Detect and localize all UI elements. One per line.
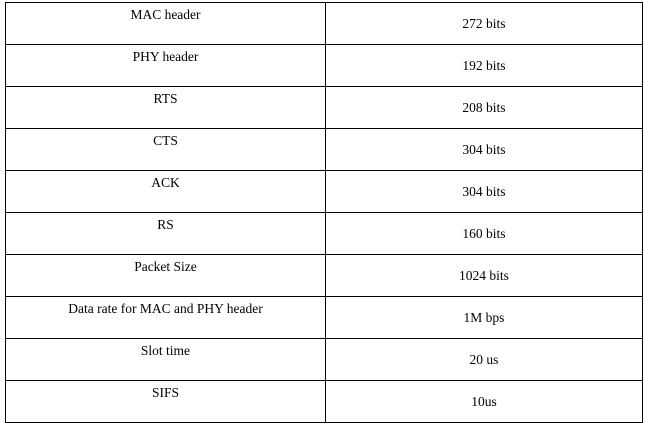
parameter-cell: Data rate for MAC and PHY header <box>6 297 326 339</box>
table-row <box>6 3 643 45</box>
parameter-cell: Slot time <box>6 339 326 381</box>
table-row <box>6 297 643 339</box>
table-row <box>6 87 643 129</box>
value-cell: 208 bits <box>326 87 643 129</box>
table-row <box>6 129 643 171</box>
parameter-cell: Packet Size <box>6 255 326 297</box>
value-cell: 1M bps <box>326 297 643 339</box>
parameter-cell: RTS <box>6 87 326 129</box>
table-row <box>6 339 643 381</box>
parameter-cell: MAC header <box>6 3 326 45</box>
parameter-cell: SIFS <box>6 381 326 423</box>
value-cell: 10us <box>326 381 643 423</box>
parameter-cell: PHY header <box>6 45 326 87</box>
value-cell: 1024 bits <box>326 255 643 297</box>
parameters-table <box>5 2 643 423</box>
parameter-cell: ACK <box>6 171 326 213</box>
value-cell: 160 bits <box>326 213 643 255</box>
parameter-cell: CTS <box>6 129 326 171</box>
table-row <box>6 255 643 297</box>
table-row <box>6 45 643 87</box>
value-cell: 304 bits <box>326 171 643 213</box>
parameter-cell: RS <box>6 213 326 255</box>
table-row <box>6 381 643 423</box>
value-cell: 304 bits <box>326 129 643 171</box>
table-row <box>6 213 643 255</box>
table-row <box>6 171 643 213</box>
value-cell: 272 bits <box>326 3 643 45</box>
value-cell: 20 us <box>326 339 643 381</box>
value-cell: 192 bits <box>326 45 643 87</box>
